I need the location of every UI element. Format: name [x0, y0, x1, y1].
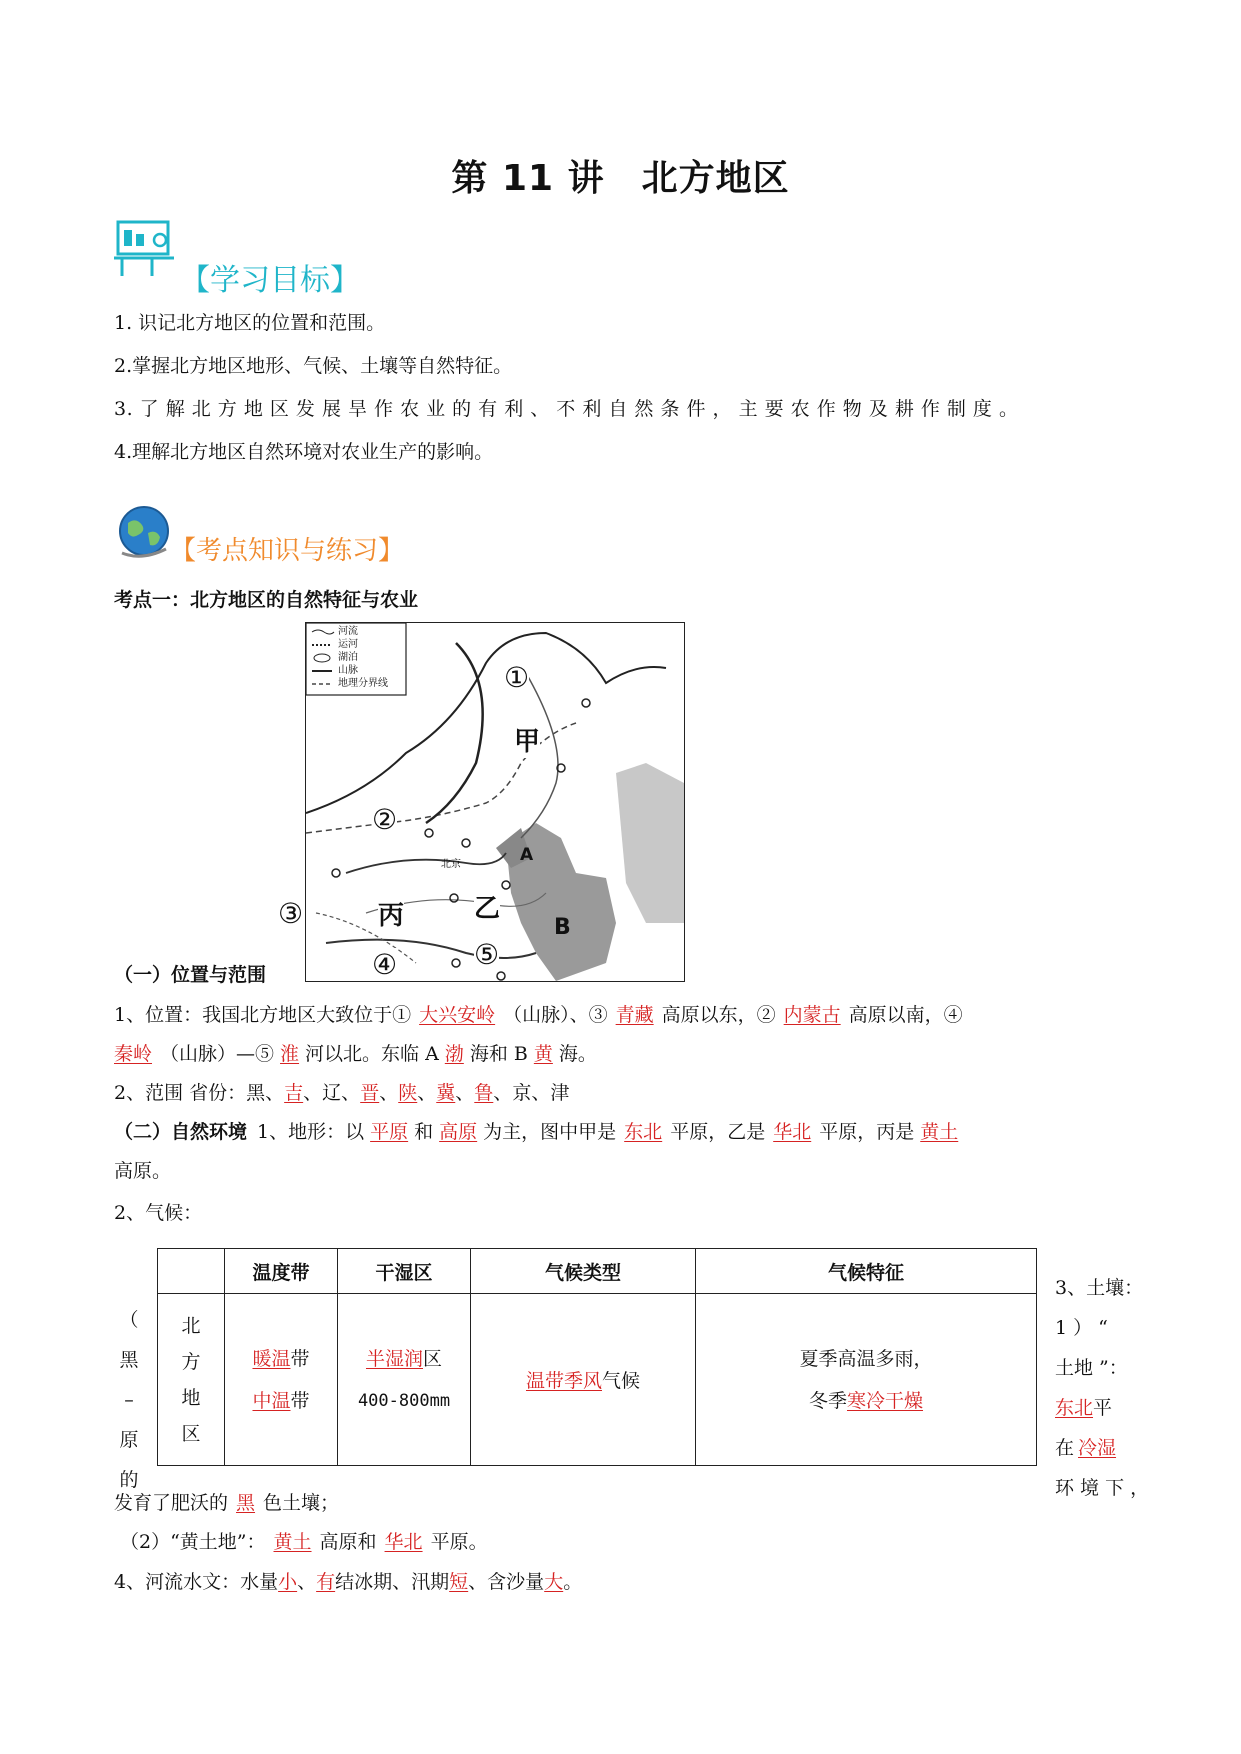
objective-1: 1. 识记北方地区的位置和范围。: [114, 312, 386, 334]
soil-line-1: 发育了肥沃的 黑 色土壤；: [114, 1492, 340, 1514]
map-marker-1: ①: [504, 661, 530, 694]
answer-5: 淮: [280, 1043, 300, 1065]
subheading-location: （一）位置与范围: [114, 964, 267, 986]
answer-4: 秦岭: [114, 1043, 153, 1065]
answer-2: 内蒙古: [783, 1004, 841, 1026]
map-label-jia: 甲: [514, 721, 540, 758]
legend-mountain: 山脉: [338, 665, 358, 676]
legend-boundary: 地理分界线: [338, 678, 388, 689]
row-label-north: 北 方 地 区: [158, 1294, 225, 1466]
map-marker-2: ②: [372, 803, 398, 836]
map-label-B: B: [554, 915, 571, 940]
answer-A: 渤: [444, 1043, 464, 1065]
location-line-1: 1、位置：我国北方地区大致位于① 大兴安岭 （山脉）、③ 青藏 高原以东，② 内蒙古 高原以南，④: [114, 1004, 963, 1026]
map-marker-3: ③: [278, 897, 304, 930]
cell-climate-type: 温带季风气候: [471, 1294, 696, 1466]
teacher-board-icon: [112, 218, 178, 280]
section-heading-objectives: 【学习目标】: [180, 263, 360, 298]
right-wrap-column: 3、土壤： 1 ） “ 土地 ”： 东北平 在 冷湿 环 境 下 ，: [1055, 1277, 1150, 1499]
objective-3: 3. 了 解 北 方 地 区 发 展 旱 作 农 业 的 有 利 、 不 利 自 然 条 件 ， 主 要 农 作 物 及 耕 作 制 度 。: [114, 398, 1019, 420]
map-marker-4: ④: [372, 948, 398, 981]
objective-4: 4.理解北方地区自然环境对农业生产的影响。: [114, 441, 494, 463]
globe-icon: [114, 503, 170, 559]
climate-table: [157, 1248, 1037, 1466]
answer-1: 大兴安岭: [419, 1004, 496, 1026]
climate-label: 2、气候：: [114, 1202, 203, 1224]
header-climate-type: 气候类型: [471, 1249, 696, 1294]
legend-canal: 运河: [338, 639, 358, 650]
cell-climate-features: 夏季高温多雨， 冬季寒冷干燥: [696, 1294, 1037, 1466]
legend-lake: 湖泊: [338, 652, 358, 663]
map-label-bing: 丙: [378, 895, 404, 932]
legend-river: 河流: [338, 626, 358, 637]
section-heading-knowledge: 【考点知识与练习】: [170, 536, 405, 566]
answer-3: 青藏: [615, 1004, 654, 1026]
page-title: 第 11 讲 北方地区: [451, 158, 790, 199]
map-label-yi: 乙: [474, 888, 500, 925]
kaodian-title: 考点一：北方地区的自然特征与农业: [114, 589, 419, 611]
terrain-line-2: 高原。: [114, 1160, 172, 1182]
left-wrap-column: （ 黑 – 原 的: [119, 1309, 139, 1491]
map-marker-5: ⑤: [474, 938, 500, 971]
range-line: 2、范围 省份：黑、吉、辽、晋、陕、冀、鲁、京、津: [114, 1082, 570, 1104]
north-china-map: [305, 622, 685, 982]
header-humidity-zone: 干湿区: [338, 1249, 471, 1294]
cell-temperature: 暖温带 中温带: [225, 1294, 338, 1466]
answer-B: 黄: [533, 1043, 553, 1065]
objective-2: 2.掌握北方地区地形、气候、土壤等自然特征。: [114, 355, 513, 377]
location-line-2: 秦岭 （山脉）—⑤ 淮 河以北。东临 A 渤 海和 B 黄 海。: [114, 1043, 597, 1065]
map-label-beijing: 北京: [441, 859, 461, 870]
river-line: 4、河流水文：水量小、有结冰期、汛期短、含沙量大。: [114, 1571, 583, 1593]
terrain-line-1: （二）自然环境 1、地形：以 平原 和 高原 为主，图中甲是 东北 平原，乙是 华北 平原，丙是 黄土: [114, 1121, 959, 1143]
map-label-A: A: [520, 845, 534, 865]
header-climate-features: 气候特征: [696, 1249, 1037, 1294]
cell-humidity: 半湿润区 400-800mm: [338, 1294, 471, 1466]
header-temperature-zone: 温度带: [225, 1249, 338, 1294]
soil-line-2: （2）“黄土地”： 黄土 高原和 华北 平原。: [120, 1531, 488, 1553]
